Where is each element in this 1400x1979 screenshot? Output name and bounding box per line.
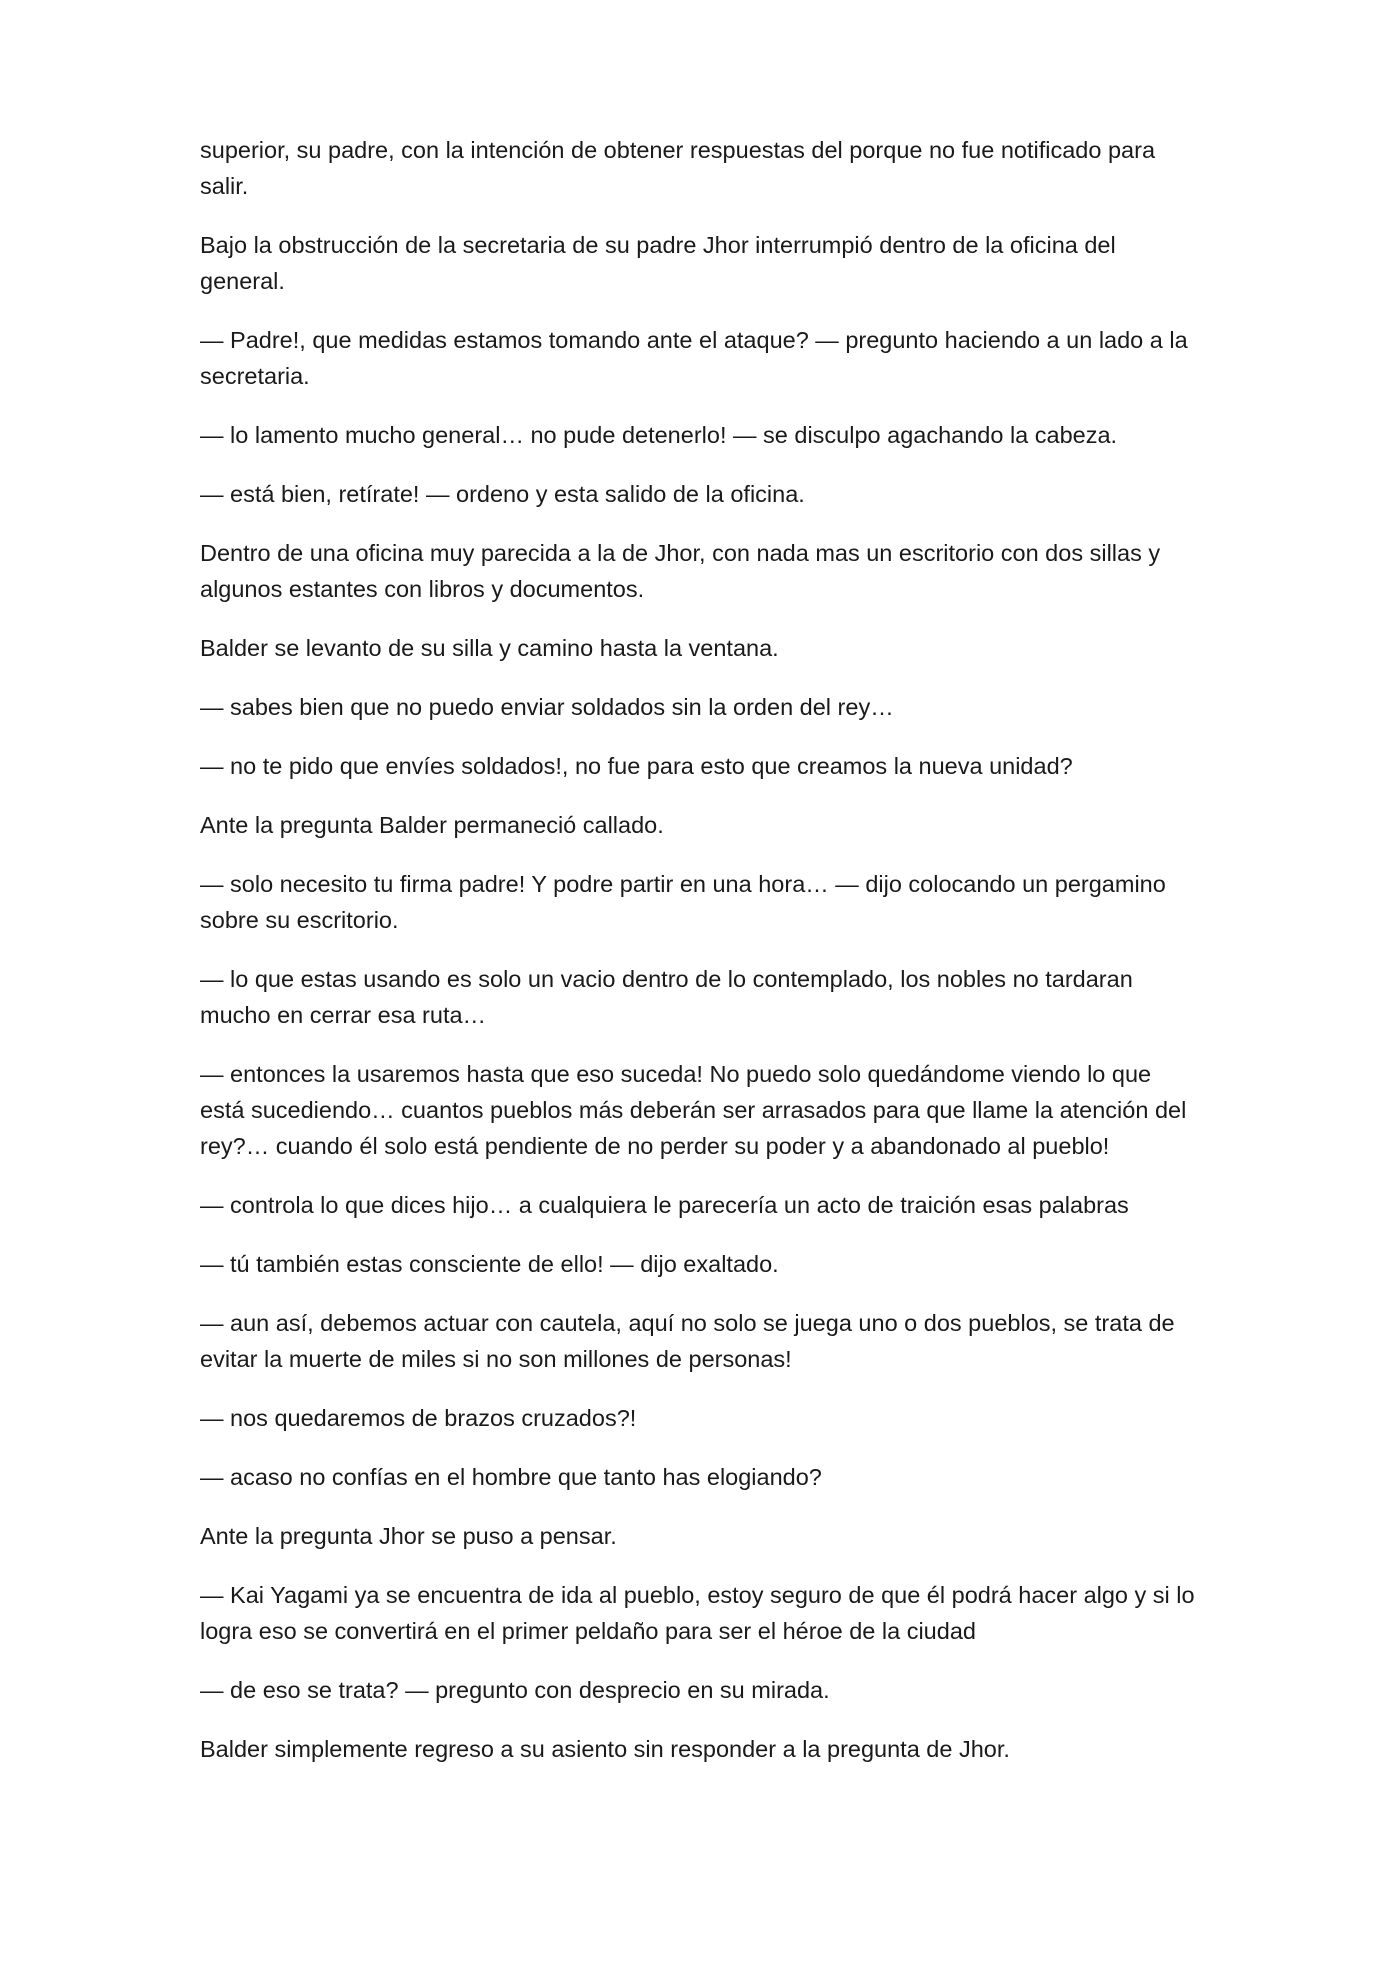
paragraph: Ante la pregunta Balder permaneció callado. [200,812,664,838]
dialogue-line: — tú también estas consciente de ello! — dijo exaltado. [200,1251,779,1277]
paragraph: Bajo la obstrucción de la secretaria de su padre Jhor interrumpió dentro de la oficina del general. [200,232,1116,294]
dialogue-line: — de eso se trata? — pregunto con desprecio en su mirada. [200,1677,830,1703]
dialogue-line: — controla lo que dices hijo… a cualquiera le parecería un acto de traición esas palabras [200,1192,1129,1218]
paragraph: Dentro de una oficina muy parecida a la de Jhor, con nada mas un escritorio con dos sillas y algunos estantes con libros y documentos. [200,540,1161,602]
dialogue-line: — lo lamento mucho general… no pude detenerlo! — se disculpo agachando la cabeza. [200,422,1118,448]
dialogue-line: — sabes bien que no puedo enviar soldados sin la orden del rey… [200,694,894,720]
dialogue-line: — acaso no confías en el hombre que tanto has elogiando? [200,1464,822,1490]
paragraph: Ante la pregunta Jhor se puso a pensar. [200,1523,617,1549]
dialogue-line: — no te pido que envíes soldados!, no fue para esto que creamos la nueva unidad? [200,753,1073,779]
document-body [200,132,1200,1790]
dialogue-line: — nos quedaremos de brazos cruzados?! [200,1405,637,1431]
dialogue-line: — Kai Yagami ya se encuentra de ida al pueblo, estoy seguro de que él podrá hacer algo y si lo logra eso se convertirá en el primer peldaño para ser el héroe de la ciudad [200,1582,1195,1644]
dialogue-line: — solo necesito tu firma padre! Y podre partir en una hora… — dijo colocando un pergamino sobre su escritorio. [200,871,1166,933]
dialogue-line: — está bien, retírate! — ordeno y esta salido de la oficina. [200,481,805,507]
dialogue-line: — entonces la usaremos hasta que eso suceda! No puedo solo quedándome viendo lo que está sucediendo… cuantos pueblos más deberán ser arrasados para que llame la atención del rey?… cuando él solo está pendiente de no perder su poder y a abandonado al pueblo! [200,1061,1187,1159]
dialogue-line: — Padre!, que medidas estamos tomando ante el ataque? — pregunto haciendo a un lado a la secretaria. [200,327,1188,389]
dialogue-line: — lo que estas usando es solo un vacio dentro de lo contemplado, los nobles no tardaran mucho en cerrar esa ruta… [200,966,1133,1028]
paragraph: Balder se levanto de su silla y camino hasta la ventana. [200,635,779,661]
paragraph: superior, su padre, con la intención de obtener respuestas del porque no fue notificado para salir. [200,137,1156,199]
paragraph: Balder simplemente regreso a su asiento sin responder a la pregunta de Jhor. [200,1736,1010,1762]
dialogue-line: — aun así, debemos actuar con cautela, aquí no solo se juega uno o dos pueblos, se trata de evitar la muerte de miles si no son millones de personas! [200,1310,1175,1372]
